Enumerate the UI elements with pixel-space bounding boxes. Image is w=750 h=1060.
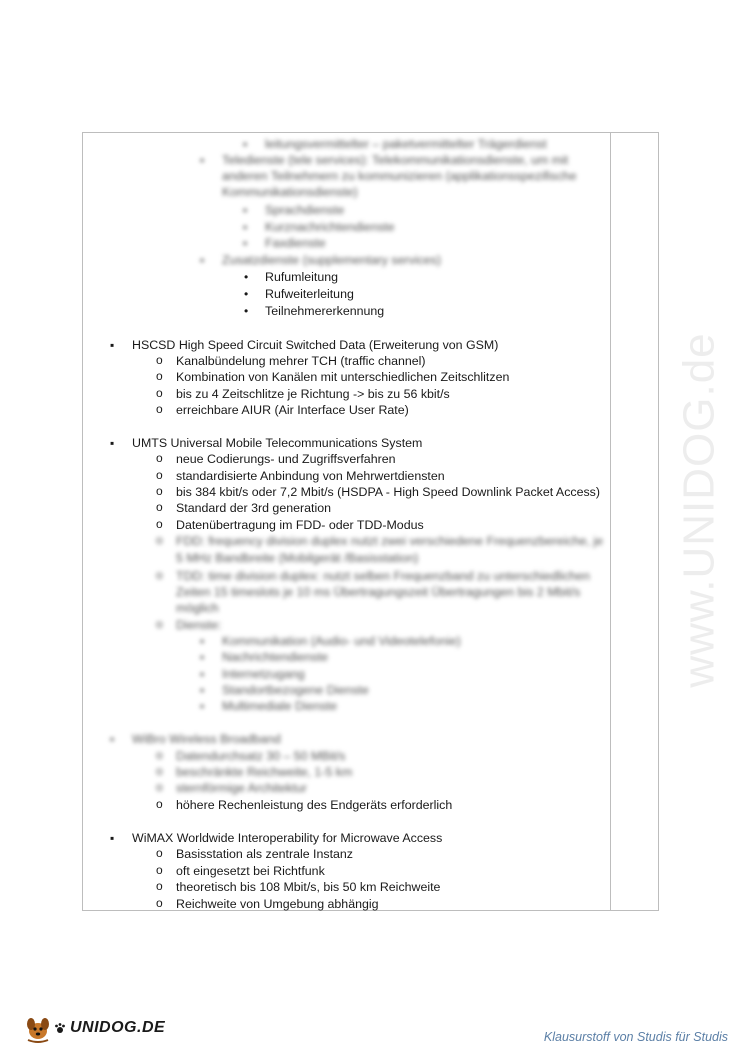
list-item: • Rufumleitung <box>265 269 338 285</box>
list-item: o erreichbare AIUR (Air Interface User Rate) <box>176 402 409 418</box>
list-item: o theoretisch bis 108 Mbit/s, bis 50 km Reichweite <box>176 879 440 895</box>
blurred-line: ▪ leitungsvermittelter – paketvermittelter Trägerdienst <box>265 136 547 152</box>
blurred-line: ▪ Teledienste (tele services): Telekommunikationsdienste, um mit <box>222 152 568 168</box>
blurred-line: o beschränkte Reichweite, 1-5 km <box>176 764 352 780</box>
paw-icon <box>54 1022 66 1034</box>
blurred-line: o sternförmige Architektur <box>176 780 307 796</box>
watermark-text: www.UNIDOG.de <box>675 332 725 688</box>
logo-text: UNIDOG.DE <box>70 1019 166 1036</box>
section-heading-wimax: ▪ WiMAX Worldwide Interoperability for Microwave Access <box>132 830 442 846</box>
blurred-line: ▪ Kommunikation (Audio- und Videotelefonie) <box>222 633 461 649</box>
blurred-line: möglich <box>176 601 219 615</box>
list-item: o bis zu 4 Zeitschlitze je Richtung -> bis zu 56 kbit/s <box>176 386 450 402</box>
blurred-line: anderen Teilnehmern zu kommunizieren (applikationsspezifische <box>222 169 577 183</box>
list-item: o Kombination von Kanälen mit unterschiedlichen Zeitschlitzen <box>176 369 509 385</box>
unidog-logo <box>22 1012 165 1044</box>
blurred-line: o Datendurchsatz 30 – 50 MBit/s <box>176 748 345 764</box>
blurred-line: ▪ Faxdienste <box>265 235 326 251</box>
blurred-line: ▪ Nachrichtendienste <box>222 649 328 665</box>
list-item: o bis 384 kbit/s oder 7,2 Mbit/s (HSDPA - High Speed Downlink Packet Access) <box>176 484 600 500</box>
list-item: o Kanalbündelung mehrer TCH (traffic channel) <box>176 353 426 369</box>
list-item: • Teilnehmererkennung <box>265 303 384 319</box>
list-item: o standardisierte Anbindung von Mehrwertdiensten <box>176 468 445 484</box>
list-item: o höhere Rechenleistung des Endgeräts erforderlich <box>176 797 452 813</box>
section-heading-hscsd: ▪ HSCSD High Speed Circuit Switched Data (Erweiterung von GSM) <box>132 337 498 353</box>
section-heading-umts: ▪ UMTS Universal Mobile Telecommunications System <box>132 435 422 451</box>
blurred-line: 5 MHz Bandbreite (Mobilgerät /Basisstation) <box>176 551 419 565</box>
list-item: o Basisstation als zentrale Instanz <box>176 846 353 862</box>
blurred-line: ▪ WiBro Wireless Broadband <box>132 731 281 747</box>
footer-tagline: Klausurstoff von Studis für Studis <box>543 1030 728 1044</box>
list-item: o Datenübertragung im FDD- oder TDD-Modus <box>176 517 424 533</box>
blurred-line: ▪ Internetzugang <box>222 666 305 682</box>
blurred-line: o FDD: frequency division duplex nutzt zwei verschiedene Frequenzbereiche, je <box>176 533 603 549</box>
blurred-line: o Dienste: <box>176 617 221 633</box>
blurred-line: ▪ Multimediale Dienste <box>222 698 337 714</box>
blurred-line: ▪ Standortbezogene Dienste <box>222 682 369 698</box>
list-item: o neue Codierungs- und Zugriffsverfahren <box>176 451 396 467</box>
list-item: • Rufweiterleitung <box>265 286 354 302</box>
blurred-line: ▪ Sprachdienste <box>265 202 344 218</box>
dog-mascot-icon <box>22 1012 54 1044</box>
list-item: o oft eingesetzt bei Richtfunk <box>176 863 325 879</box>
blurred-line: o TDD: time division duplex: nutzt selben Frequenzband zu unterschiedlichen <box>176 568 590 584</box>
blurred-line: ▪ Kurznachrichtendienste <box>265 219 395 235</box>
blurred-line: Zeiten 15 timeslots je 10 ms Übertragungszeit Übertragungen bis 2 Mbit/s <box>176 585 581 599</box>
blurred-line: Kommunikationsdienste) <box>222 185 358 199</box>
list-item: o Reichweite von Umgebung abhängig <box>176 896 379 912</box>
blurred-line: ▪ Zusatzdienste (supplementary services) <box>222 252 441 268</box>
list-item: o Standard der 3rd generation <box>176 500 331 516</box>
